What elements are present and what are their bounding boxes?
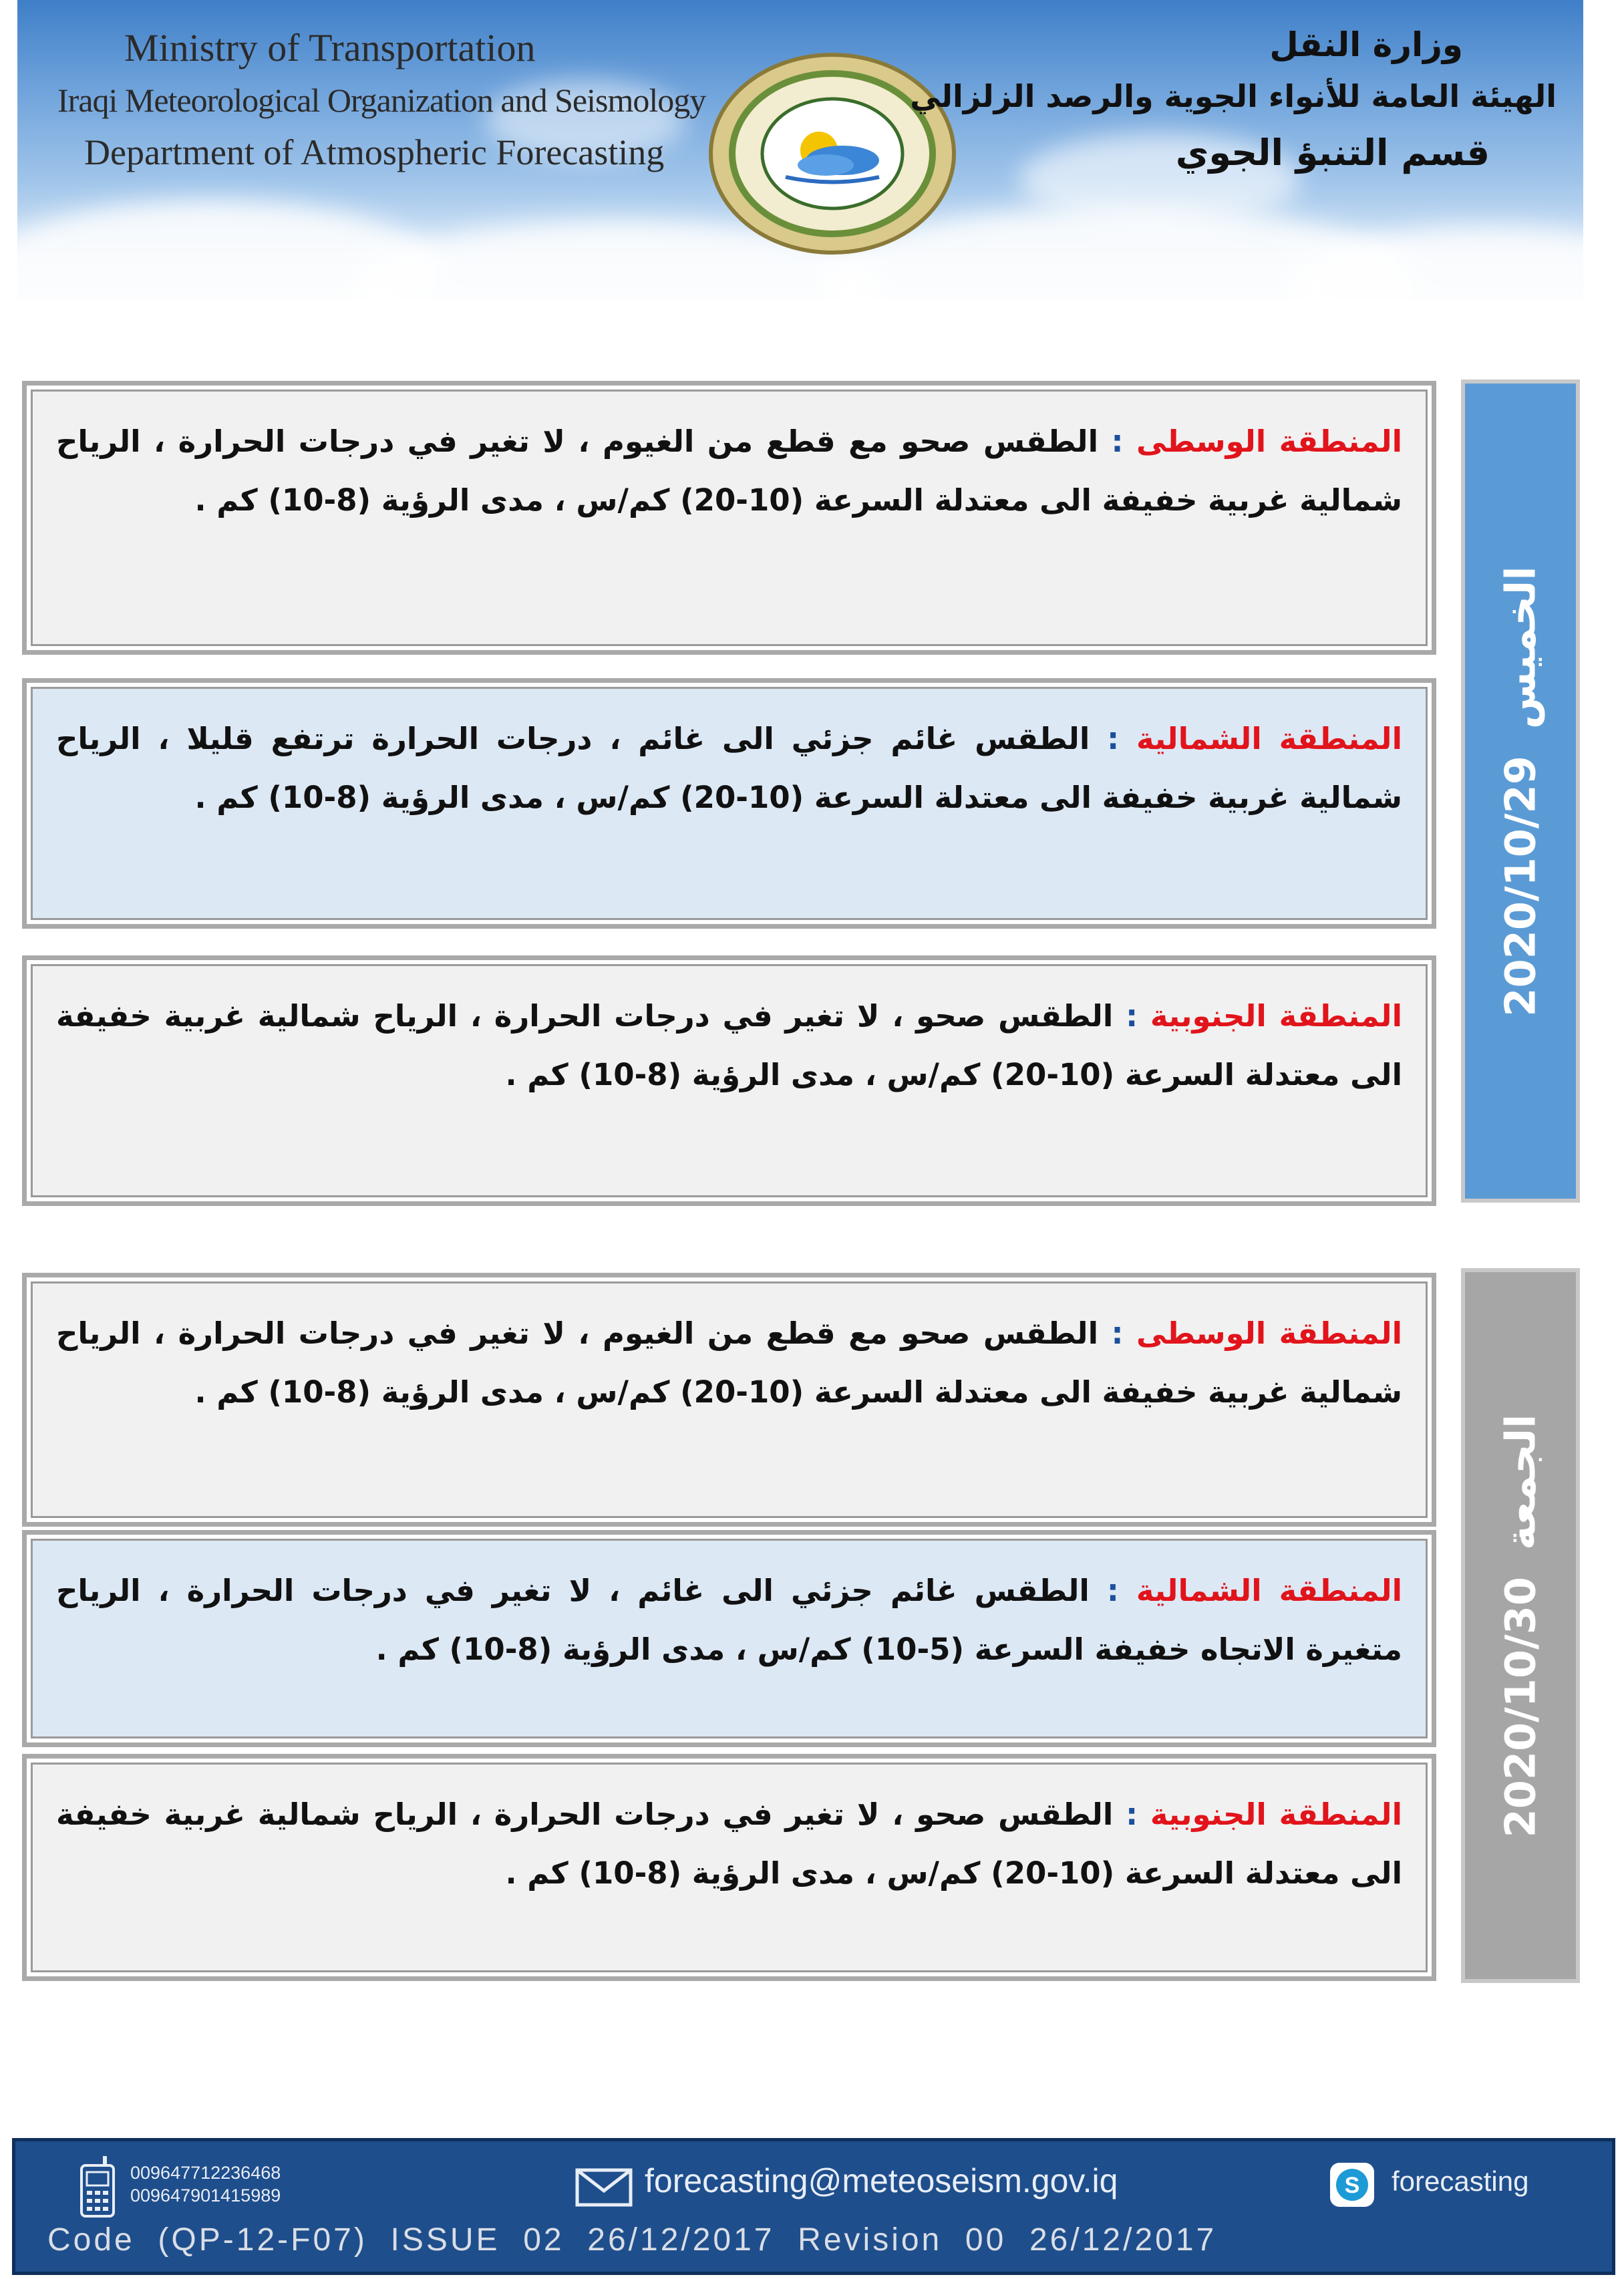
mail-icon — [575, 2168, 633, 2207]
region-name: المنطقة الوسطى — [1136, 424, 1403, 459]
forecast-text: الطقس صحو ، لا تغير في درجات الحرارة ، الرياح شمالية غربية خفيفة الى معتدلة السرعة (10-20) كم/س ، مدى الرؤية (8-10) كم . — [56, 998, 1402, 1092]
forecast-card-day2-north — [22, 1530, 1436, 1747]
forecast-card-day1-north — [22, 678, 1436, 929]
phone-number-1: 009647712236468 — [130, 2163, 281, 2183]
region-name: المنطقة الجنوبية — [1150, 1797, 1402, 1832]
phone-icon — [79, 2156, 116, 2218]
ministry-name-en: Ministry of Transportation — [124, 26, 536, 69]
department-name-en: Department of Atmospheric Forecasting — [84, 132, 665, 172]
date-label: 2020/10/29 — [1496, 755, 1545, 1017]
region-colon: : — [1106, 1573, 1119, 1608]
region-name: المنطقة الشمالية — [1136, 1573, 1403, 1608]
forecast-card-day2-central — [22, 1273, 1436, 1527]
forecast-card-day1-south — [22, 955, 1436, 1206]
forecast-text: الطقس غائم جزئي الى غائم ، درجات الحرارة ترتفع قليلا ، الرياح شمالية غربية خفيفة الى معتدلة السرعة (10-20) كم/س ، مدى الرؤية (8-10) كم . — [56, 721, 1402, 815]
skype-icon — [1329, 2161, 1375, 2208]
organization-name-en: Iraqi Meteorological Organization and Seismology — [57, 82, 706, 119]
region-colon: : — [1107, 721, 1120, 756]
day-label: الجمعة — [1496, 1414, 1545, 1550]
forecast-text: الطقس صحو ، لا تغير في درجات الحرارة ، الرياح شمالية غربية خفيفة الى معتدلة السرعة (10-20) كم/س ، مدى الرؤية (8-10) كم . — [56, 1797, 1402, 1891]
skype-handle[interactable]: forecasting — [1392, 2165, 1529, 2197]
day-label: الخميس — [1496, 565, 1545, 729]
header-english-block — [57, 20, 706, 180]
forecast-text: الطقس صحو مع قطع من الغيوم ، لا تغير في درجات الحرارة ، الرياح شمالية غربية خفيفة الى معتدلة السرعة (10-20) كم/س ، مدى الرؤية (8-10) كم . — [56, 1316, 1402, 1410]
email-address[interactable]: forecasting@meteoseism.gov.iq — [645, 2162, 1118, 2199]
phone-number-2: 009647901415989 — [130, 2185, 281, 2206]
ministry-name-ar: وزارة النقل — [1269, 25, 1463, 64]
forecast-card-day2-south — [22, 1754, 1436, 1981]
date-label: 2020/10/30 — [1496, 1576, 1545, 1837]
footer-bar — [12, 2138, 1615, 2275]
region-colon: : — [1126, 998, 1138, 1034]
organization-name-ar: الهيئة العامة للأنواء الجوية والرصد الزلزالي — [910, 78, 1557, 114]
phone-numbers — [130, 2161, 281, 2207]
forecast-card-day1-central — [22, 381, 1436, 655]
region-colon: : — [1111, 1316, 1124, 1351]
header-banner — [17, 0, 1583, 299]
region-colon: : — [1111, 424, 1124, 459]
date-strip-day2 — [1461, 1268, 1580, 1983]
svg-text:S: S — [1344, 2173, 1360, 2198]
region-name: المنطقة الشمالية — [1136, 721, 1402, 756]
document-code-line: Code (QP-12-F07) ISSUE 02 26/12/2017 Revision 00 26/12/2017 — [47, 2222, 1217, 2258]
region-name: المنطقة الوسطى — [1136, 1316, 1403, 1351]
department-name-ar: قسم التنبؤ الجوي — [1175, 132, 1490, 174]
forecast-text: الطقس صحو مع قطع من الغيوم ، لا تغير في درجات الحرارة ، الرياح شمالية غربية خفيفة الى معتدلة السرعة (10-20) كم/س ، مدى الرؤية (8-10) كم . — [56, 424, 1402, 518]
header-arabic-block — [910, 20, 1557, 183]
region-colon: : — [1126, 1797, 1138, 1832]
forecast-text: الطقس غائم جزئي الى غائم ، لا تغير في درجات الحرارة ، الرياح متغيرة الاتجاه خفيفة السرعة (5-10) كم/س ، مدى الرؤية (8-10) كم . — [56, 1573, 1402, 1667]
region-name: المنطقة الجنوبية — [1150, 998, 1402, 1034]
date-strip-day1 — [1461, 379, 1580, 1203]
